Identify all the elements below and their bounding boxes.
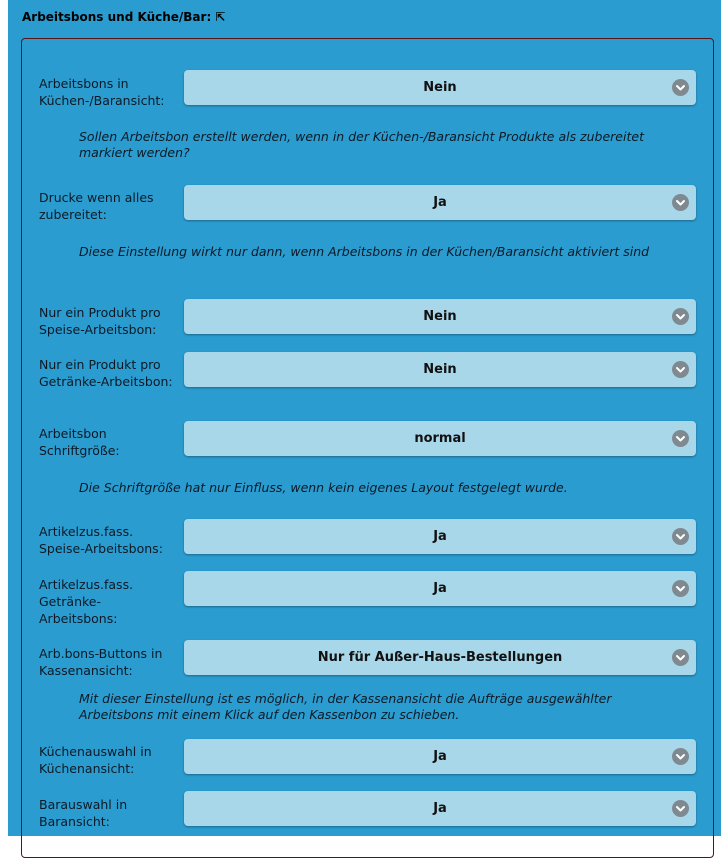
chevron-down-icon: [672, 649, 689, 666]
select-drucke-wenn-alles-zubereitet[interactable]: [184, 185, 696, 220]
label-nur-ein-produkt-speise: Nur ein Produkt pro Speise-Arbeitsbon:: [39, 305, 161, 337]
label-barauswahl: Barauswahl in Baransicht:: [39, 797, 128, 829]
chevron-down-icon: [672, 528, 689, 545]
select-barauswahl[interactable]: [184, 791, 696, 826]
select-value: Ja: [433, 801, 447, 816]
label-nur-ein-produkt-getraenke: Nur ein Produkt pro Getränke-Arbeitsbon:: [39, 357, 173, 389]
select-arbeitsbons-kuechen-baransicht[interactable]: [184, 70, 696, 105]
label-arb-bons-buttons: Arb.bons-Buttons in Kassenansicht:: [39, 646, 163, 678]
chevron-down-icon: [672, 361, 689, 378]
note-schriftgroesse: Die Schriftgröße hat nur Einfluss, wenn kein eigenes Layout festgelegt wurde.: [79, 480, 568, 495]
section-title-text: Arbeitsbons und Küche/Bar:: [22, 10, 212, 24]
note-arb-bons-buttons: Mit dieser Einstellung ist es möglich, in der Kassenansicht die Aufträge ausgewählter Arbeitsbons mit einem Klick auf den Kassenbon zu schieben.: [79, 691, 612, 722]
chevron-down-icon: [672, 580, 689, 597]
select-kuechenauswahl[interactable]: [184, 739, 696, 774]
label-arbeitsbon-schriftgroesse: Arbeitsbon Schriftgröße:: [39, 426, 120, 458]
select-artikelzus-speise[interactable]: [184, 519, 696, 554]
select-nur-ein-produkt-getraenke[interactable]: [184, 352, 696, 387]
popout-icon[interactable]: ⇱: [215, 10, 226, 24]
label-drucke-wenn-alles-zubereitet: Drucke wenn alles zubereitet:: [39, 190, 154, 222]
chevron-down-icon: [672, 79, 689, 96]
select-value: Ja: [433, 749, 447, 764]
section-title: [22, 10, 225, 24]
chevron-down-icon: [672, 800, 689, 817]
chevron-down-icon: [672, 308, 689, 325]
note-arbeitsbons-kuechen: Sollen Arbeitsbon erstellt werden, wenn in der Küchen-/Baransicht Produkte als zubereitet markiert werden?: [79, 129, 644, 160]
chevron-down-icon: [672, 194, 689, 211]
label-kuechenauswahl: Küchenauswahl in Küchenansicht:: [39, 744, 152, 776]
select-nur-ein-produkt-speise[interactable]: [184, 299, 696, 334]
select-value: normal: [414, 431, 466, 446]
chevron-down-icon: [672, 748, 689, 765]
select-arbeitsbon-schriftgroesse[interactable]: [184, 421, 696, 456]
select-value: Nur für Außer-Haus-Bestellungen: [317, 650, 563, 665]
select-value: Ja: [433, 581, 447, 596]
select-value: Ja: [433, 529, 447, 544]
note-drucke-wenn-alles: Diese Einstellung wirkt nur dann, wenn Arbeitsbons in der Küchen/Baransicht aktiviert sind: [79, 244, 650, 259]
select-artikelzus-getraenke[interactable]: [184, 571, 696, 606]
select-value: Nein: [423, 362, 457, 377]
select-arb-bons-buttons[interactable]: [184, 640, 696, 675]
select-value: Nein: [423, 309, 457, 324]
select-value: Nein: [423, 80, 457, 95]
chevron-down-icon: [672, 430, 689, 447]
label-arbeitsbons-kuechen-baransicht: Arbeitsbons in Küchen-/Baransicht:: [39, 76, 165, 108]
label-artikelzus-getraenke: Artikelzus.fass. Getränke-Arbeitsbons:: [39, 577, 134, 626]
select-value: Ja: [433, 195, 447, 210]
label-artikelzus-speise: Artikelzus.fass. Speise-Arbeitsbons:: [39, 524, 163, 556]
